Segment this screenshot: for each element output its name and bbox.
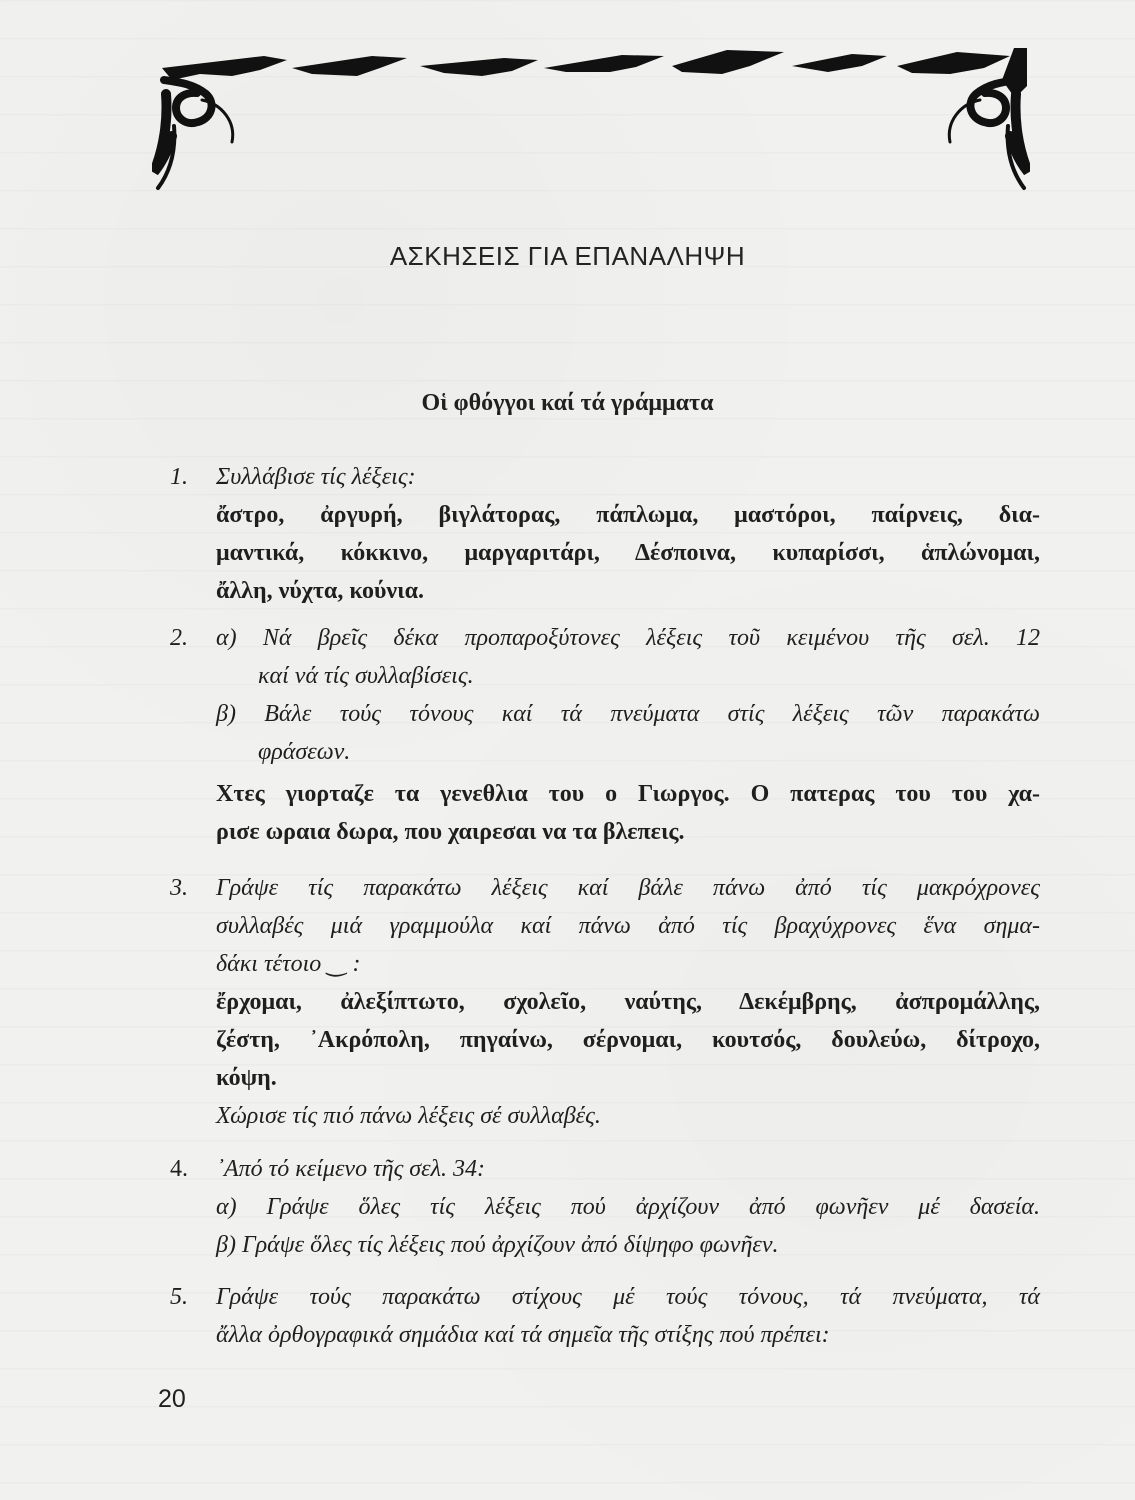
instruction-line: Γράψε τίς παρακάτω λέξεις καί βάλε πάνω ἀπό τίς μακρόχρονες (216, 875, 1040, 901)
instruction-line: ἄλλα ὀρθογραφικά σημάδια καί τά σημεῖα τῆς στίξης πού πρέπει: (216, 1322, 830, 1348)
practice-sentence-line: ρισε ωραια δωρα, που χαιρεσαι να τα βλεπεις. (216, 819, 685, 845)
word-list-line: ἄστρο, ἀργυρή, βιγλάτορας, πάπλωμα, μαστόροι, παίρνεις, δια- (216, 502, 1040, 528)
instruction-line: α) Γράψε ὅλες τίς λέξεις πού ἀρχίζουν ἀπό φωνῆεν μέ δασεία. (216, 1194, 1040, 1220)
exercise-number: 5. (170, 1284, 188, 1310)
word-list-line: μαντικά, κόκκινο, μαργαριτάρι, Δέσποινα, κυπαρίσσι, ἁπλώνομαι, (216, 540, 1040, 566)
instruction-line: β) Βάλε τούς τόνους καί τά πνεύματα στίς λέξεις τῶν παρακάτω (216, 701, 1040, 727)
page-number: 20 (158, 1385, 186, 1413)
exercise-content (216, 869, 1040, 1135)
instruction-line: Γράψε τούς παρακάτω στίχους μέ τούς τόνους, τά πνεύματα, τά (216, 1284, 1040, 1310)
ornamental-header-icon (152, 38, 1030, 193)
instruction-line: δάκι τέτοιο ‿ : (216, 951, 361, 977)
section-title: Οἱ φθόγγοι καί τά γράμματα (421, 390, 714, 416)
exercise-content (216, 1278, 1040, 1354)
exercise-number: 1. (170, 464, 188, 490)
word-list-line: ἔρχομαι, ἀλεξίπτωτο, σχολεῖο, ναύτης, Δεκέμβρης, ἀσπρομάλλης, (216, 989, 1040, 1015)
word-list-line: ζέστη, ᾽Ακρόπολη, πηγαίνω, σέρνομαι, κουτσός, δουλεύω, δίτροχο, (216, 1027, 1040, 1053)
instruction-line: β) Γράψε ὅλες τίς λέξεις πού ἀρχίζουν ἀπό δίψηφο φωνῆεν. (216, 1232, 779, 1258)
practice-sentence-line: Χτες γιορταζε τα γενεθλια του ο Γιωργος. Ο πατερας του του χα- (216, 781, 1040, 807)
exercise-number: 4. (170, 1156, 188, 1182)
page-heading: ΑΣΚΗΣΕΙΣ ΓΙΑ ΕΠΑΝΑΛΗΨΗ (389, 241, 746, 271)
word-list-line: κόψη. (216, 1065, 277, 1091)
exercise-content (216, 458, 1040, 610)
instruction-line: καί νά τίς συλλαβίσεις. (258, 663, 474, 689)
instruction-line: συλλαβές μιά γραμμούλα καί πάνω ἀπό τίς βραχύχρονες ἕνα σημα- (216, 913, 1040, 939)
exercise-number: 2. (170, 625, 188, 651)
instruction-line: ᾽Από τό κείμενο τῆς σελ. 34: (216, 1156, 485, 1182)
exercise-content (216, 1150, 1040, 1264)
word-list-line: ἄλλη, νύχτα, κούνια. (216, 578, 424, 604)
exercise-number: 3. (170, 875, 188, 901)
instruction-line: Συλλάβισε τίς λέξεις: (216, 464, 416, 490)
instruction-line: φράσεων. (258, 739, 351, 765)
instruction-line: Χώρισε τίς πιό πάνω λέξεις σέ συλλαβές. (216, 1103, 601, 1129)
instruction-line: α) Νά βρεῖς δέκα προπαροξύτονες λέξεις τοῦ κειμένου τῆς σελ. 12 (216, 625, 1040, 651)
exercise-content (216, 619, 1040, 851)
